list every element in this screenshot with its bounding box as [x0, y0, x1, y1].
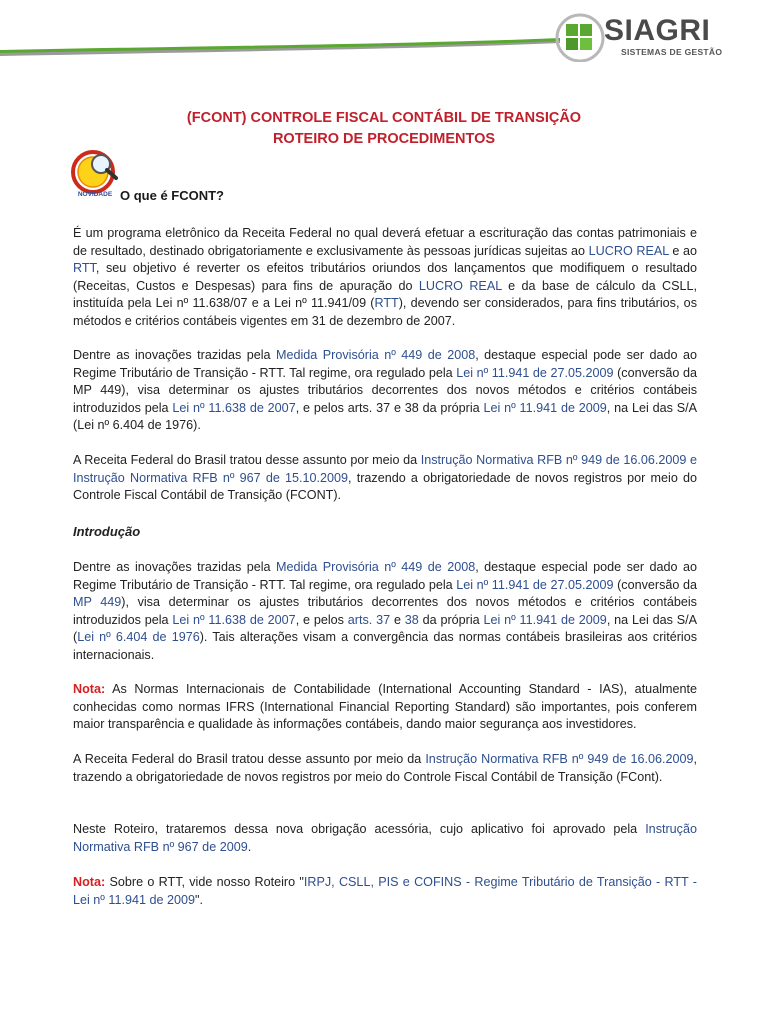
link-arts-37[interactable]: arts. 37	[347, 612, 391, 627]
nota-label: Nota:	[73, 682, 106, 696]
page-title: (FCONT) CONTROLE FISCAL CONTÁBIL DE TRANSIÇÃO	[186, 110, 582, 126]
link-rtt-2[interactable]: RTT	[374, 296, 399, 310]
paragraph-inovacoes: Dentre as inovações trazidas pela Medida Provisória nº 449 de 2008, destaque especial pode ser dado ao Regime Tributário de Transição - RTT. Tal regime, ora regulado pela Lei nº 11.941 de 27.05.2009 (conversão da MP 449), visa determinar os ajustes tributários decorrentes dos novos métodos e critérios contábeis introduzidos pela Lei nº 11.638 de 2007, e pelos arts. 37 e 38 da própria Lei nº 11.941 de 2009, na Lei das S/A (Lei nº 6.404 de 1976).	[73, 348, 698, 432]
novidade-magnifier-icon	[69, 150, 121, 198]
link-mp-449-2008[interactable]: Medida Provisória nº 449 de 2008	[276, 560, 476, 574]
link-in-rfb-949-967[interactable]: Instrução Normativa RFB nº 949 de 16.06.2009 e Instrução Normativa RFB nº 967 de 15.10.2009	[73, 453, 697, 485]
link-in-rfb-967[interactable]: Instrução Normativa RFB nº 967 de 2009	[73, 822, 697, 854]
link-rtt[interactable]: RTT	[73, 261, 96, 275]
page-subtitle: ROTEIRO DE PROCEDIMENTOS	[272, 131, 496, 147]
link-lei-11638-2007[interactable]: Lei nº 11.638 de 2007	[172, 612, 296, 627]
link-art-38[interactable]: 38	[404, 612, 419, 627]
paragraph-receita-federal-fcont: A Receita Federal do Brasil tratou desse assunto por meio da Instrução Normativa RFB nº 949 de 16.06.2009, trazendo a obrigatoriedade de novos registros por meio do Controle Fiscal Contábil de Transição (FCont).	[73, 752, 697, 784]
heading-introducao: Introdução	[73, 524, 141, 539]
link-lei-11941-2009-b[interactable]: Lei nº 11.941 de 2009	[483, 612, 607, 627]
link-lei-6404[interactable]: Lei nº 6.404 de 1976	[77, 630, 200, 644]
link-lei-11638[interactable]: Lei nº 11.638 de 2007	[172, 400, 296, 415]
paragraph-neste-roteiro: Neste Roteiro, trataremos dessa nova obrigação acessória, cujo aplicativo foi aprovado pela Instrução Normativa RFB nº 967 de 2009.	[73, 822, 697, 854]
section-question: O que é FCONT?	[120, 188, 224, 203]
link-lei-11941-27052009[interactable]: Lei nº 11.941 de 27.05.2009	[456, 577, 614, 592]
link-mp-449[interactable]: Medida Provisória nº 449 de 2008	[276, 348, 476, 362]
link-lei-11941-2009[interactable]: Lei nº 11.941 de 2009	[483, 400, 607, 415]
link-roteiro-irpj[interactable]: IRPJ, CSLL, PIS e COFINS - Regime Tributário de Transição - RTT - Lei nº 11.941 de 2009	[73, 875, 697, 907]
link-in-rfb-949[interactable]: Instrução Normativa RFB nº 949 de 16.06.2009	[425, 752, 694, 766]
paragraph-what-is-fcont: É um programa eletrônico da Receita Federal no qual deverá efetuar a escrituração das contas patrimoniais e de resultado, destinado obrigatoriamente e exclusivamente às pessoas jurídicas sujeitas ao LUCRO REAL e ao RTT, seu objetivo é reverter os efeitos tributários oriundos dos lançamentos que modifiquem o resultado (Receitas, Custos e Despesas) para fins de apuração do LUCRO REAL e da base de cálculo da CSLL, instituída pela Lei nº 11.638/07 e a Lei nº 11.941/09 (RTT), devendo ser considerados, para fins tributários, os métodos e critérios contábeis vigentes em 31 de dezembro de 2007.	[73, 226, 698, 328]
link-mp-449[interactable]: MP 449	[73, 595, 122, 609]
paragraph-introducao: Dentre as inovações trazidas pela Medida Provisória nº 449 de 2008, destaque especial pode ser dado ao Regime Tributário de Transição - RTT. Tal regime, ora regulado pela Lei nº 11.941 de 27.05.2009 (conversão da MP 449), visa determinar os ajustes tributários decorrentes dos novos métodos e critérios contábeis introduzidos pela Lei nº 11.638 de 2007, e pelos arts. 37 e 38 da própria Lei nº 11.941 de 2009, na Lei das S/A (Lei nº 6.404 de 1976). Tais alterações visam a convergência das normas contábeis brasileiras aos critérios internacionais.	[73, 560, 698, 662]
link-lei-11941[interactable]: Lei nº 11.941 de 27.05.2009	[456, 365, 614, 380]
paragraph-receita-federal: A Receita Federal do Brasil tratou desse assunto por meio da Instrução Normativa RFB nº 949 de 16.06.2009 e Instrução Normativa RFB nº 967 de 15.10.2009, trazendo a obrigatoriedade de novos registros por meio do Controle Fiscal Contábil de Transição (FCONT).	[73, 453, 698, 502]
paragraph-nota-rtt: Nota: Sobre o RTT, vide nosso Roteiro "IRPJ, CSLL, PIS e COFINS - Regime Tributário de Transição - RTT - Lei nº 11.941 de 2009".	[73, 875, 697, 907]
link-lucro-real[interactable]: LUCRO REAL	[588, 243, 669, 258]
brand-tagline: SISTEMAS DE GESTÃO	[621, 47, 723, 57]
brand-name: SIAGRI	[604, 14, 711, 47]
paragraph-nota-ifrs: Nota: As Normas Internacionais de Contabilidade (International Accounting Standard - IAS), atualmente conhecidas como normas IFRS (International Financial Reporting Standard) são importantes, pois conferem maior transparência e qualidade às informações contábeis, dando maior segurança aos investidores.	[73, 682, 697, 731]
link-lucro-real-2[interactable]: LUCRO REAL	[418, 278, 502, 293]
novidade-label: NOVIDADE	[77, 191, 113, 198]
nota-label-2: Nota:	[73, 875, 106, 889]
